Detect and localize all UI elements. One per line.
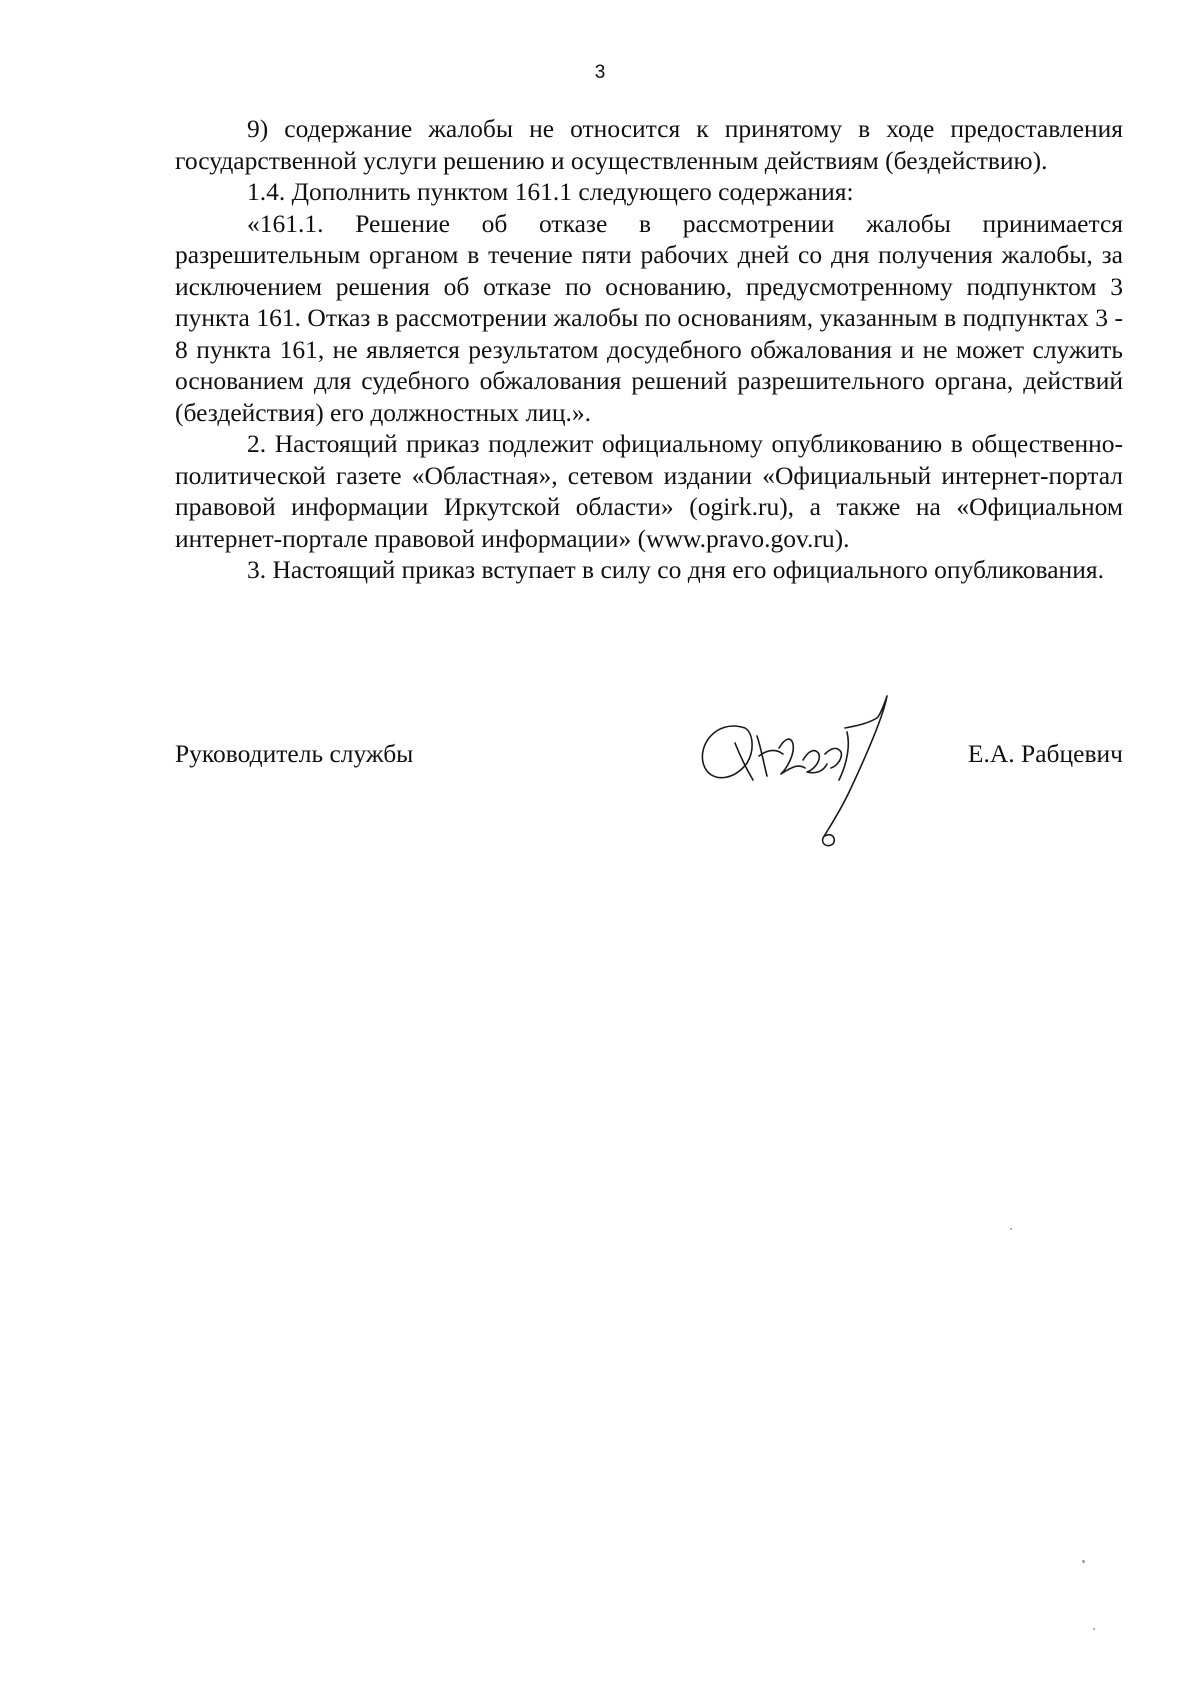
signatory-name: Е.А. Рабцевич: [967, 739, 1123, 768]
scan-speck: [1082, 1560, 1085, 1563]
document-body: [175, 113, 1123, 586]
signatory-position: Руководитель службы: [175, 739, 414, 768]
paragraph-2: 2. Настоящий приказ подлежит официальному опубликованию в общественно-политической газете «Областная», сетевом издании «Официальный интернет-портал правовой информации Иркутской области» (ogirk.ru), а также на «Официальном интернет-портале правовой информации» (www.pravo.gov.ru).: [175, 429, 1123, 553]
paragraph-item-9: 9) содержание жалобы не относится к принятому в ходе предоставления государственной услуги решению и осуществленным действиям (бездействию).: [175, 114, 1123, 175]
page-number: 3: [594, 62, 606, 83]
scan-speck: [1093, 1628, 1095, 1630]
handwritten-signature: [675, 688, 915, 858]
paragraph-3: 3. Настоящий приказ вступает в силу со дня его официального опубликования.: [247, 555, 1104, 584]
paragraph-161-1: «161.1. Решение об отказе в рассмотрении жалобы принимается разрешительным органом в течение пяти рабочих дней со дня получения жалобы, за исключением решения об отказе по основанию, предусмотренному подпунктом 3 пункта 161. Отказ в рассмотрении жалобы по основаниям, указанным в подпунктах 3 - 8 пункта 161, не является результатом досудебного обжалования и не может служить основанием для судебного обжалования решений разрешительного органа, действий (бездействия) его должностных лиц.».: [175, 208, 1123, 427]
scan-speck: [1010, 1228, 1012, 1230]
paragraph-1-4: 1.4. Дополнить пунктом 161.1 следующего содержания:: [247, 177, 854, 206]
